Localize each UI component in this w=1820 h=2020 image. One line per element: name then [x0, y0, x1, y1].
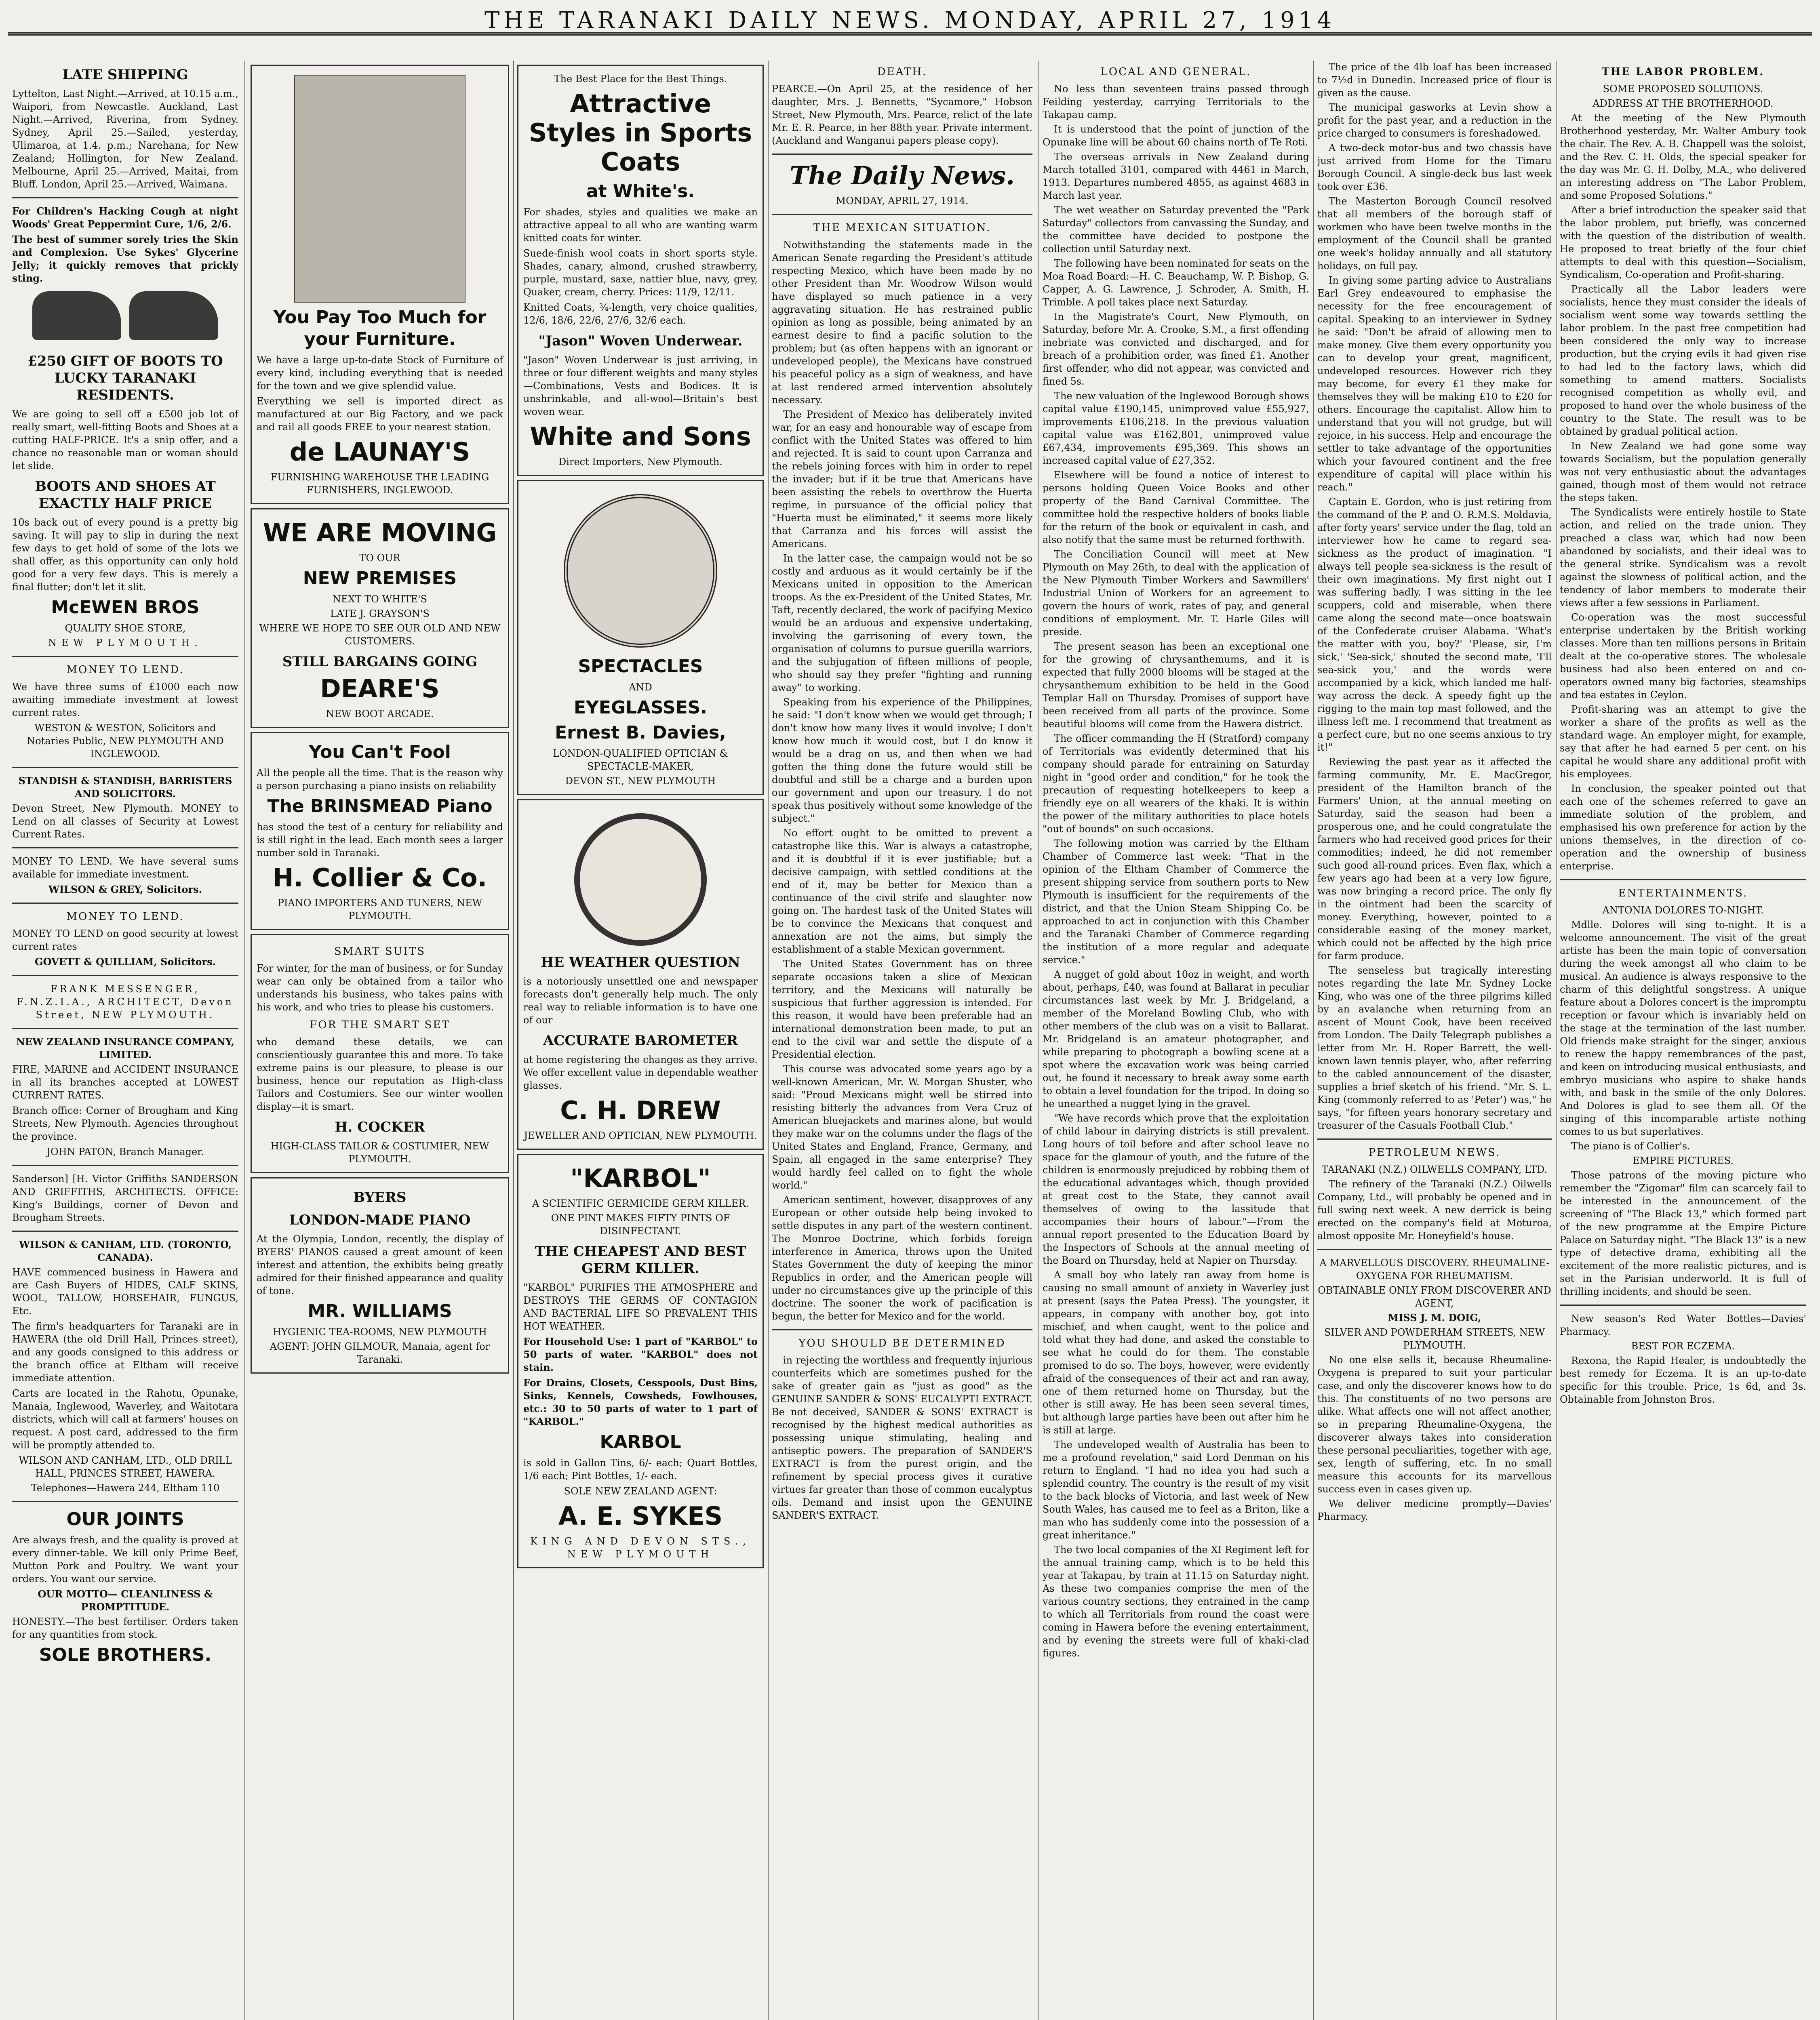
separator — [12, 903, 238, 904]
whites-heading: at White's. — [586, 181, 695, 202]
skin-ad: The best of summer sorely tries the Skin and Complexion. Use Sykes' Glycerine Jelly; it quickly removes that prickly sting. — [12, 234, 238, 284]
nz-insurance-text: FIRE, MARINE and ACCIDENT INSURANCE in all its branches accepted at LOWEST CURRENT RATES. — [12, 1064, 238, 1101]
local-para: The present season has been an exceptional one for the growing of chrysanthemums, and it is expected that fully 2000 blooms will be staged at the chrysanthemum exhibition to be held in the Good Templar Hall on Thursday. Promises of support have been received from all parts of the province. Some beautiful blooms will come from the Hawera district. — [1043, 641, 1309, 730]
karbol-pint: ONE PINT MAKES FIFTY PINTS OF DISINFECTANT. — [551, 1212, 730, 1237]
eyeglasses-heading: EYEGLASSES. — [573, 697, 708, 718]
labor-subtitle: SOME PROPOSED SOLUTIONS. — [1603, 83, 1763, 95]
eczema-text: Rexona, the Rapid Healer, is undoubtedly the best remedy for Eczema. It is an up-to-date specific for this trouble. Price, 1s 6d, and 3s. Obtainable from Johnston Bros. — [1560, 1355, 1806, 1405]
separator — [12, 656, 238, 657]
crest-emblem-icon — [564, 494, 717, 648]
separator — [12, 847, 238, 848]
mexican-heading: THE MEXICAN SITUATION. — [813, 222, 991, 234]
separator — [1317, 1249, 1552, 1250]
separator — [1560, 879, 1806, 880]
barometer-heading: ACCURATE BAROMETER — [543, 1033, 738, 1049]
sykes-address: KING AND DEVON STS., NEW PLYMOUTH — [530, 1536, 751, 1560]
separator — [772, 154, 1032, 155]
delaunay-name: de LAUNAY'S — [289, 437, 470, 467]
davies-address: DEVON ST., NEW PLYMOUTH — [565, 775, 716, 787]
suits-heading: SMART SUITS — [334, 945, 426, 957]
brinsmead-heading: The BRINSMEAD Piano — [267, 796, 493, 816]
boot-image — [32, 291, 121, 340]
jason-text: "Jason" Woven Underwear is just arriving, in three or four different weights and many styles—Combinations, Vests and Bodices. It is unshrinkable, and all-wool—Britain's best woven wear. — [523, 354, 758, 417]
mexican-para-6: The United States Government has on three separate occasions taken a slice of Mexican territory, and the Mexicans will naturally be suspicious that further aggression is intended. For this reason, it would have been preferable had an international demonstration been made, to put an end to the civil war and settle the dispute of a Presidential election. — [772, 958, 1032, 1060]
column-rule — [244, 61, 245, 2020]
furniture-ad — [251, 65, 509, 504]
petroleum-subtitle: TARANAKI (N.Z.) OILWELLS COMPANY, LTD. — [1321, 1164, 1548, 1175]
separator — [12, 767, 238, 768]
davies-name: Ernest B. Davies, — [555, 722, 726, 743]
water-bottles-ad: New season's Red Water Bottles—Davies' Pharmacy. — [1560, 1313, 1806, 1337]
premises-heading: NEW PREMISES — [303, 568, 457, 589]
household-text: For Household Use: 1 part of "KARBOL" to 50 parts of water. "KARBOL" does not stain. — [523, 1336, 758, 1373]
local-para: No less than seventeen trains passed through Feilding yesterday, carrying Territorials to the Takapau camp. — [1043, 83, 1309, 120]
mexican-para-4: Speaking from his experience of the Philippines, he said: "I don't know when we would get through; I don't know how many lives it would involve; I don't know how much it would cost, but I do know it would be a drag on us, and then when we had gotten the thing done the future would still be doubtful and still be a charge and a burden upon our government and upon our treasury. I do not speak thus positively without some knowledge of the subject." — [772, 696, 1032, 824]
mexican-para-8: American sentiment, however, disapproves of any European or other outside help being invoked to settle disputes in any part of the western continent. The Monroe Doctrine, which forbids foreign interference in America, throws upon the United States Government the duty of keeping the minor Republics in order, and the American people will under no circumstances give up the principle of this doctrine. The sooner the work of pacification is begun, the better for Mexico and for the world. — [772, 1194, 1032, 1322]
collier-name: H. Collier & Co. — [272, 863, 487, 892]
mexican-para-5: No effort ought to be omitted to prevent a catastrophe like this. War is always a catastrophe, and it is doubtful if it is ever justifiable; but a decisive campaign, with settled conditions at the end of it, may be better for Mexico than a continuance of the civil strife and slaughter now going on. The hardest task of the United States will be to convince the Mexicans that conquest and annexation are not the aims, but simply the establishment of a stable Mexican government. — [772, 827, 1032, 955]
williams-name: MR. WILLIAMS — [308, 1301, 452, 1321]
mcewen-town: NEW PLYMOUTH. — [48, 637, 203, 648]
local-para: A small boy who lately ran away from home is causing no small amount of anxiety in Waverley just at present (says the Patea Press). The youngster, it appears, in company with another boy, got into mischief, and when caught, went to the police and told what they had done, and asked the constable to see what he could do for them. The constable promised to do so. The boys, however, were evidently afraid of the consequences of their act and ran away, one of them returned home on Thursday, but the other is still away. He has been seen several times, but although large parties have been out after him he is still at large. — [1043, 1269, 1309, 1436]
john-paton: JOHN PATON, Branch Manager. — [46, 1146, 204, 1157]
mcewen-name: McEWEN BROS — [51, 597, 200, 618]
barometer-text: at home registering the changes as they arrive. We offer excellent value in dependable weather glasses. — [523, 1054, 758, 1091]
labor-para: The Syndicalists were entirely hostile to State action, and relied on the trade union. They preached a class war, which had now been abandoned by socialists, and their ideal was to the general strike. Syndicalism was a revolt against the slowness of political action, and the tendency of labor members to moderate their views after a few sessions in Parliament. — [1560, 507, 1806, 608]
mexican-para-3: In the latter case, the campaign would not be so costly and arduous as it would certainly be if the Mexicans united in opposition to the American troops. As the ex-President of the United States, Mr. Taft, recently declared, the work of pacifying Mexico would be an arduous and expensive undertaking, involving the garrisoning of every town, the organisation of columns to pursue guerilla warriors, and the subjugation of fifteen millions of people, who should say they prefer "fighting and running away" to working. — [772, 553, 1032, 693]
local-para: A nugget of gold about 10oz in weight, and worth about, perhaps, £40, was found at Ballarat in peculiar circumstances last week by Mr. J. Bridgeland, a member of the Moreland Bowling Club, who with other members of the club was on a visit to Ballarat. Mr. Bridgeland is an amateur photographer, and while preparing to photograph a bowling scene at a spot where the excavation work was being carried out, he found it necessary to break away some earth to obtain a level foundation for the tripod. In doing so he unearthed a nugget lying in the gravel. — [1043, 969, 1309, 1109]
coats-text: For shades, styles and qualities we make an attractive appeal to all who are wanting warm knitted coats for winter. — [523, 206, 758, 244]
separator — [12, 975, 238, 976]
joints-heading: OUR JOINTS — [66, 1509, 184, 1530]
moving-to: TO OUR — [359, 552, 400, 564]
column-5 — [1043, 61, 1309, 2020]
davies-subtitle: LONDON-QUALIFIED OPTICIAN & SPECTACLE-MAKER, — [553, 748, 728, 772]
frank-messenger: FRANK MESSENGER, F.N.Z.I.A., ARCHITECT, Devon Street, NEW PLYMOUTH. — [17, 983, 234, 1021]
byers-heading: BYERS — [353, 1189, 407, 1206]
smart-set-heading: FOR THE SMART SET — [310, 1019, 450, 1031]
drains-text: For Drains, Closets, Cesspools, Dust Bins, Sinks, Kennels, Cowsheds, Fowlhouses, etc.: 30 to 50 parts of water to 1 part of "KARBOL." — [523, 1377, 758, 1427]
labor-para: Co-operation was the most successful enterprise undertaken by the British working classes. More than ten millions persons in Britain dealt at the co-operative stores. The wholesale business had also been entered on and co-operators owned many big factories, steamships and tea estates in Ceylon. — [1560, 612, 1806, 701]
petroleum-heading: PETROLEUM NEWS. — [1368, 1147, 1501, 1159]
standish-text: Devon Street, New Plymouth. MONEY to Lend on all classes of Security at Lowest Current Rates. — [12, 803, 238, 840]
motto: OUR MOTTO— CLEANLINESS & PROMPTITUDE. — [38, 1588, 213, 1613]
brinsmead-text: has stood the test of a century for reliability and is still right in the lead. Each month sees a larger number sold in Taranaki. — [257, 821, 503, 858]
barometer-icon — [574, 813, 707, 946]
boot-image — [129, 291, 218, 340]
deare-subtitle: NEW BOOT ARCADE. — [326, 708, 434, 720]
wilson-grey: WILSON & GREY, Solicitors. — [48, 884, 202, 895]
death-heading: DEATH. — [877, 66, 927, 78]
delaunay-subtitle: FURNISHING WAREHOUSE THE LEADING FURNISHERS, INGLEWOOD. — [270, 471, 489, 496]
whites-ad — [517, 65, 764, 476]
piano-text: At the Olympia, London, recently, the display of BYERS' PIANOS caused a great amount of keen interest and attention, the exhibits being greatly admired for their finished appearance and quality of tone. — [257, 1233, 503, 1296]
masthead-text: THE TARANAKI DAILY NEWS. MONDAY, APRIL 27, 1914 — [484, 7, 1336, 34]
furniture-heading: You Pay Too Much for your Furniture. — [273, 307, 487, 349]
money-heading: MONEY TO LEND. — [66, 664, 184, 676]
weather-heading: HE WEATHER QUESTION — [541, 954, 740, 970]
local-para: The overseas arrivals in New Zealand during March totalled 3101, compared with 4461 in March, 1913. Departures numbered 4855, as against 4683 in March last year. — [1043, 151, 1309, 201]
masthead — [8, 8, 1812, 36]
labor-para: At the meeting of the New Plymouth Brotherhood yesterday, Mr. Walter Ambury took the chair. The Rev. A. B. Chappell was the soloist, and the Rev. C. H. Olds, the special speaker for the day was Mr. G. H. Dolby, M.A., who delivered an interesting address on "The Labor Problem, and some Proposed Solutions." — [1560, 112, 1806, 201]
furniture-text: We have a large up-to-date Stock of Furniture of every kind, including everything that is needed for the town and we give splendid value. — [257, 354, 503, 391]
separator — [12, 1028, 238, 1029]
premises-text: NEXT TO WHITE'S — [332, 593, 428, 605]
column-rule — [768, 61, 769, 2020]
empire-heading: EMPIRE PICTURES. — [1633, 1155, 1734, 1166]
karbol-ad — [517, 1154, 764, 1568]
column-3 — [517, 61, 764, 2020]
suits-ad — [251, 934, 509, 1173]
separator — [12, 197, 238, 198]
column-rule — [1313, 61, 1314, 2020]
separator — [1560, 1305, 1806, 1306]
labor-para: In New Zealand we had gone some way towards Socialism, but the population generally was not very enthusiastic about the advantages gained, though most of them would not retrace the steps taken. — [1560, 440, 1806, 503]
honesty-text: HONESTY.—The best fertiliser. Orders taken for any quantities from stock. — [12, 1616, 238, 1640]
antonia-text: Mdlle. Dolores will sing to-night. It is a welcome announcement. The visit of the great artiste has been the main topic of conversation during the week amongst all who claim to be musical. An audience is always responsive to the charm of this delightful songstress. A unique feature about a Dolores concert is the impromptu reception or favour which is invariably held on the stage at the termination of the last number. Old friends make straight for the singer, anxious to renew the happy remembrances of the past, and keen on introducing musical enthusiasts, and embryo musicians who aspire to shake hands with, and bask in the smile of the only Dolores. And Dolores is glad to see them all. Of the singing of this incomparable artiste nothing comes to us but superlatives. — [1560, 919, 1806, 1137]
local-para: The two local companies of the XI Regiment left for the annual training camp, which is to be held this year at Takapau, by train at 11.15 on Saturday night. As these two companies comprise the men of the various country sections, they entrained in the camp to which all Territorials from round the coast were coming in Hawera before the evening entertainment, and by evening the streets were full of khaki-clad figures. — [1043, 1544, 1309, 1659]
sold-text: is sold in Gallon Tins, 6/- each; Quart Bottles, 1/6 each; Pint Bottles, 1/- each. — [523, 1457, 758, 1481]
half-price-text: 10s back out of every pound is a pretty big saving. It will pay to slip in during the next few days to get hold of some of the lots we shall offer, as this opportunity can only hold good for a very few days. This is merely a final flutter; don't let it slit. — [12, 517, 238, 593]
furniture-text-2: Everything we sell is imported direct as manufactured at our Big Factory, and we pack and rail all goods FREE to your nearest station. — [257, 396, 503, 433]
antonia-text-2: The piano is of Collier's. — [1571, 1140, 1690, 1152]
spectacles-heading: SPECTACLES — [578, 656, 703, 677]
gift-heading: £250 GIFT OF BOOTS TO LUCKY TARANAKI RESIDENTS. — [27, 353, 223, 403]
shipping-heading: LATE SHIPPING — [62, 67, 188, 83]
sole-brothers: SOLE BROTHERS. — [39, 1645, 212, 1665]
entertainments-heading: ENTERTAINMENTS. — [1618, 887, 1748, 899]
column-7 — [1560, 61, 1806, 2020]
labor-para: In conclusion, the speaker pointed out that each one of the schemes referred to gave an immediate solution of the problem, and emphasised his own preference for action by the unions themselves, in the direction of co-operation and the ownership of business enterprise. — [1560, 783, 1806, 872]
local-para: In the Magistrate's Court, New Plymouth, on Saturday, before Mr. A. Crooke, S.M., a first offending inebriate was convicted and discharged, and for breach of a prohibition order, was fined £1. Another first offender, who did not appear, was convicted and fined 5s. — [1043, 311, 1309, 387]
karbol-subtitle: A SCIENTIFIC GERMICIDE GERM KILLER. — [532, 1198, 749, 1209]
knitted-text: Knitted Coats, ¾-length, very choice qualities, 12/6, 18/6, 22/6, 27/6, 32/6 each. — [523, 302, 758, 326]
date-line: MONDAY, APRIL 27, 1914. — [836, 195, 969, 206]
nz-insurance-heading: NEW ZEALAND INSURANCE COMPANY, LIMITED. — [16, 1036, 235, 1060]
fool-heading: You Can't Fool — [309, 742, 451, 762]
local-para: "We have records which prove that the exploitation of child labour in dairying districts is still prevalent. Long hours of toil before and after school leave no space for the glamour of youth, and the future of the children is enormously prejudiced by robbing them of the educational advantages which, though provided at great cost to the State, they cannot avail themselves of owing to the lassitude that accompanies their hours of labour."—From the annual report presented to the Education Board by the Inspectors of Schools at the annual meeting of the Board on Thursday, held at Napier on Thursday. — [1043, 1113, 1309, 1266]
piano-heading: LONDON-MADE PIANO — [289, 1212, 471, 1228]
karbol-text: "KARBOL" PURIFIES THE ATMOSPHERE and DESTROYS THE GERMS OF CONTAGION AND BACTERIAL LIFE SO PREVALENT THIS HOT WEATHER. — [523, 1282, 758, 1332]
branch-text: Branch office: Corner of Brougham and King Streets, New Plymouth. Agencies throughout the province. — [12, 1105, 238, 1142]
news-para: Reviewing the past year as it affected the farming community, Mr. E. MacGregor, president of the Hamilton branch of the Farmers' Union, at the annual meeting on Saturday, said the season had been a prosperous one, and he could congratulate the farmers who had received good prices for their commodities; indeed, he did not remember such good all-round prices. Even flax, which a few years ago had been at a very low figure, was now bringing a record price. The only fly in the ointment had been the scarcity of money. Everything, however, pointed to a considerable easing of the money market, which could not be affected by the high price for farm produce. — [1317, 756, 1552, 962]
collier-subtitle: PIANO IMPORTERS AND TUNERS, NEW PLYMOUTH. — [277, 897, 482, 922]
gilmour-agent: AGENT: JOHN GILMOUR, Manaia, agent for Taranaki. — [270, 1341, 490, 1365]
column-6 — [1317, 61, 1552, 2020]
column-rule — [1556, 61, 1557, 2020]
column-1 — [12, 61, 238, 2020]
sanders-heading: YOU SHOULD BE DETERMINED — [798, 1337, 1006, 1349]
money3-heading: MONEY TO LEND. — [66, 911, 184, 923]
and-text: AND — [629, 682, 652, 693]
local-general-heading: LOCAL AND GENERAL. — [1100, 66, 1251, 78]
money-text: We have three sums of £1000 each now awaiting immediate investment at lowest current rates. — [12, 681, 238, 718]
mexican-para-7: This course was advocated some years ago by a well-known American, Mr. W. Morgan Shuster, who said: "Proud Mexicans might well be stirred into resisting bitterly the advances from Vera Cruz of American bluejackets and marines alone, but would they make war on the columns under the flags of the United States and England, France, Germany, and Spain, all engaged in the same enterprise? They would hardly feel called on to fight the whole world." — [772, 1063, 1032, 1191]
cocker-name: H. COCKER — [335, 1119, 425, 1135]
labor-para: Practically all the Labor leaders were socialists, hence they must consider the ideals of socialism went some way towards settling the labor problem. In the past free competition had been considered the only way to increase production, but the crying evils it had given rise to had led to the factory laws, which did something to amend matters. Socialists recognised competition as wholly evil, and proposed to hand over the whole business of the country to the State. The result was to be obtained by gradual political action. — [1560, 284, 1806, 437]
where-text: WHERE WE HOPE TO SEE OUR OLD AND NEW CUSTOMERS. — [259, 623, 501, 647]
sykes-name: A. E. SYKES — [558, 1501, 723, 1531]
column-4 — [772, 61, 1032, 2020]
wilson-canham-text: HAVE commenced business in Hawera and are Cash Buyers of HIDES, CALF SKINS, WOOL, TALLOW, HORSEHAIR, FUNGUS, Etc. — [12, 1267, 238, 1317]
sanders-text: in rejecting the worthless and frequently injurious counterfeits which are sometimes pushed for the sake of greater gain as "just as good" as the GENUINE SANDER & SONS' EUCALYPTI EXTRACT. Be not deceived, SANDER & SONS' EXTRACT is recognised by the highest medical authorities as possessing unique stimulating, healing and antiseptic powers. The preparation of SANDER'S EXTRACT is from the purest origin, and the refinement by special process gives it curative virtues far greater than those of common eucalyptus oils. Demand and insist upon the GENUINE SANDER'S EXTRACT. — [772, 1355, 1032, 1521]
suits-text: For winter, for the man of business, or for Sunday wear can only be obtained from a tailor who understands his business, who takes pains with his work, and who tries to please his customers. — [257, 963, 503, 1013]
boots-illustration — [12, 287, 238, 347]
cocker-subtitle: HIGH-CLASS TAILOR & COSTUMIER, NEW PLYMOUTH. — [270, 1140, 489, 1165]
doig-address: SILVER AND POWDERHAM STREETS, NEW PLYMOUTH. — [1324, 1327, 1545, 1351]
shipping-text: Lyttelton, Last Night.—Arrived, at 10.15 a.m., Waipori, from Newcastle. Auckland, Last Night.—Arrived, Riverina, from Sydney. Sydney, April 25.—Sailed, yesterday, Ulimaroa, at 1.4. p.m.; Narehana, for New Zealand; Hollington, for New Zealand. Melbourne, April 25.—Arrived, Maitai, from Bluff. London, April 25.—Arrived, Waimana. — [12, 88, 238, 190]
column-rule — [513, 61, 514, 2020]
local-para: Elsewhere will be found a notice of interest to persons holding Queen Voice Books and other property of the Band Carnival Committee. The committee hold the respective holders of books liable for the return of the book or equivalent in cash, and also notify that the same must be returned forthwith. — [1043, 469, 1309, 545]
attractive-heading: Attractive Styles in Sports Coats — [529, 89, 752, 177]
cough-ad: For Children's Hacking Cough at night Woods' Great Peppermint Cure, 1/6, 2/6. — [12, 205, 238, 230]
local-para: It is understood that the point of junction of the Opunake line will be about 60 chains north of Te Roti. — [1043, 124, 1309, 148]
wilson-canham-heading: WILSON & CANHAM, LTD. (TORONTO, CANADA). — [19, 1239, 232, 1263]
drew-subtitle: JEWELLER AND OPTICIAN, NEW PLYMOUTH. — [524, 1130, 757, 1141]
local-para: The officer commanding the H (Stratford) company of Territorials was evidently determined that his company should parade for entraining on Saturday night in "good order and condition," for he took the precaution of requesting hotelkeepers to keep a friendly eye on all wearers of the khaki. It is within the power of the military authorities to place hotels "out of bounds" on such occasions. — [1043, 733, 1309, 835]
wilson-canham-address: WILSON AND CANHAM, LTD., OLD DRILL HALL, PRINCES STREET, HAWERA. — [19, 1455, 232, 1479]
williams-subtitle: HYGIENIC TEA-ROOMS, NEW PLYMOUTH — [273, 1326, 487, 1338]
wilson-canham-telephone: Telephones—Hawera 244, Eltham 110 — [31, 1482, 220, 1494]
local-para: The undeveloped wealth of Australia has been to me a profound revelation," said Lord Denman on his return to England. "I had no idea you had such a splendid country. The country is the result of my visit to the back blocks of Victoria, and last week of New South Wales, has caused me to feel as a Briton, like a man who has suddenly come into the possession of a great inheritance." — [1043, 1439, 1309, 1541]
news-para: Captain E. Gordon, who is just retiring from the command of the P. and O. R.M.S. Moldavia, after forty years' service under the flag, told an interviewer how he came to regard sea-sickness as the product of imagination. "I always tell people sea-sickness is the result of their own imaginations. My first night out I was suffering badly. I was sitting in the lee scuppers, cold and miserable, when there came along the second mate—once boatswain of the Confederate cruiser Alabama. 'What's the matter with you, boy?' 'Please, sir, I'm sick,' 'Sea-sick,' shouted the second mate, 'I'll sea-sick you,' and the words were accompanied by a kick, which landed me half-way across the deck. A speedy fight up the rigging to the main top mast followed, and the illness left me. I recommend that treatment as a perfect cure, but no one seems anxious to try it!" — [1317, 496, 1552, 753]
wilson-canham-text-2: The firm's headquarters for Taranaki are in HAWERA (the old Drill Hall, Princes street), and any goods consigned to this address or the branch office at Eltham will receive immediate attention. — [12, 1321, 238, 1384]
mcewen-subtitle: QUALITY SHOE STORE, — [65, 623, 186, 634]
doig-name: MISS J. M. DOIG, — [1388, 1312, 1481, 1324]
marvel-subtitle: OBTAINABLE ONLY FROM DISCOVERER AND AGENT, — [1318, 1285, 1551, 1309]
man-portrait-illustration — [294, 75, 466, 303]
govett-quilliam: GOVETT & QUILLIAM, Solicitors. — [35, 956, 216, 968]
fool-text: All the people all the time. That is the reason why a person purchasing a piano insists on reliability — [257, 767, 503, 791]
local-para: The Conciliation Council will meet at New Plymouth on May 26th, to deal with the application of the New Plymouth Timber Workers and Sawmillers' Industrial Union of Workers for an agreement to govern the hours of work, rates of pay, and general conditions of employment. Mr. T. Harle Giles will preside. — [1043, 549, 1309, 638]
empire-text: Those patrons of the moving picture who remember the "Zigomar" film can scarcely fail to be interested in the announcement of the screening of "The Black 13," which formed part of the new programme at the Empire Picture Palace on Saturday night. "The Black 13" is a new type of detective drama, exhibiting all the excitement of the more realistic pictures, and is set in the Parisian underworld. It is full of thrilling incidents, and should be seen. — [1560, 1170, 1806, 1297]
local-para: The following motion was carried by the Eltham Chamber of Commerce last week: "That in the opinion of the Eltham Chamber of Commerce the present shipping service from southern ports to New Plymouth is insufficient for the requirements of the district, and that the Union Steam Shipping Co. be approached to act in conjunction with this Chamber and the Taranaki Chamber of Commerce regarding the institution of a more regular and adequate service." — [1043, 838, 1309, 966]
jason-heading: "Jason" Woven Underwear. — [538, 333, 743, 349]
sanderson-griffiths: Sanderson] [H. Victor Griffiths SANDERSON AND GRIFFITHS, ARCHITECTS. OFFICE: King's Buildings, corner of Devon and Brougham Streets. — [12, 1173, 238, 1223]
grayson-text: LATE J. GRAYSON'S — [330, 608, 430, 619]
bargains-heading: STILL BARGAINS GOING — [282, 654, 478, 670]
daily-news-title: The Daily News. — [790, 161, 1015, 190]
karbol-heading: "KARBOL" — [570, 1164, 711, 1193]
white-sons-name: White and Sons — [530, 422, 751, 451]
weather-text: is a notoriously unsettled one and newspaper forecasts don't generally help much. The only real way to reliable information is to have one of our — [523, 976, 758, 1026]
local-para: The new valuation of the Inglewood Borough shows capital value £190,145, unimproved value £55,927, improvements £106,218. In the previous valuation capital value was £162,801, unimproved value £67,434, improvements £95,369. This shows an increased capital value of £27,352. — [1043, 390, 1309, 466]
column-2 — [251, 61, 509, 2020]
gift-text: We are going to sell off a £500 job lot of really smart, well-fitting Boots and Shoes at a cutting HALF-PRICE. It's a snip offer, and a chance no reasonable man or woman should let slide. — [12, 408, 238, 471]
drew-ad — [517, 799, 764, 1150]
drew-name: C. H. DREW — [560, 1096, 721, 1125]
joints-text: Are always fresh, and the quality is proved at every dinner-table. We kill only Prime Beef, Mutton Pork and Poultry. We want your orders. You want our service. — [12, 1534, 238, 1584]
standish-heading: STANDISH & STANDISH, BARRISTERS AND SOLICITORS. — [18, 775, 232, 800]
news-para: In giving some parting advice to Australians Earl Grey endeavoured to emphasise the necessity for the free encouragement of capital. Speaking to an interviewer in Sydney he said: "Don't be afraid of allowing men to make money. Give them every opportunity you can to develop your great, magnificent, undeveloped resources. However rich they may become, for every £1 they make for themselves they will be making £10 to £20 for others. Encourage the capitalist. Allow him to understand that you will not grudge, but will rejoice, in his success. Help and encourage the settler to take advantage of the opportunities which your favoured continent and the free expenditure of capital will place within his reach." — [1317, 275, 1552, 493]
half-price-heading: BOOTS AND SHOES AT EXACTLY HALF PRICE — [35, 478, 216, 511]
brinsmead-ad — [251, 732, 509, 930]
mexican-para-2: The President of Mexico has deliberately invited war, for an easy and honourable way of escape from conflict with the United States was offered to him and rejected. It is said to count upon Carranza and the rebels joining forces with him in order to repel the invader; but if it be true that Americans have been assisting the rebels to overthrow the Huerta regime, in pursuance of the official policy that "Huerta must be eliminated," it seems more likely that Carranza and his forces will assist the Americans. — [772, 409, 1032, 549]
news-para: The Masterton Borough Council resolved that all members of the borough staff of workmen who have been twelve months in the employment of the Council shall be granted one week's holiday annually and all statutory holidays, on full pay. — [1317, 196, 1552, 271]
deare-name: DEARE'S — [320, 674, 440, 703]
karbol-cheapest: THE CHEAPEST AND BEST GERM KILLER. — [535, 1244, 746, 1277]
suede-text: Suede-finish wool coats in short sports style. Shades, canary, almond, crushed strawberry, purple, mustard, saxe, nattier blue, navy, grey, Quaker, cream, cherry. Prices: 11/9, 12/11. — [523, 248, 758, 298]
marvel-heading: A MARVELLOUS DISCOVERY. RHEUMALINE-OXYGENA FOR RHEUMATISM. — [1319, 1257, 1550, 1281]
separator — [1317, 1138, 1552, 1140]
best-place: The Best Place for the Best Things. — [554, 73, 727, 84]
deliver-text: We deliver medicine promptly—Davies' Pharmacy. — [1317, 1498, 1552, 1522]
separator — [12, 1231, 238, 1232]
antonia-heading: ANTONIA DOLORES TO-NIGHT. — [1602, 905, 1764, 916]
separator — [772, 1329, 1032, 1330]
karbol-heading-2: KARBOL — [600, 1432, 681, 1452]
news-para: The municipal gasworks at Levin show a profit for the past year, and a reduction in the price charged to consumers is foreshadowed. — [1317, 102, 1552, 139]
wilson-canham-text-3: Carts are located in the Rahotu, Opunake, Manaia, Inglewood, Waverley, and Waitotara districts, which will call at farmers' houses on request. A post card, addressed to the firm will be promptly attended to. — [12, 1388, 238, 1451]
white-sons-subtitle: Direct Importers, New Plymouth. — [558, 456, 723, 467]
separator — [12, 1501, 238, 1502]
local-para: The following have been nominated for seats on the Moa Road Board:—H. C. Beauchamp, W. P. Bishop, G. Capper, A. G. Lawrence, J. Schroder, A. Smith, H. Trimble. A poll takes place next Saturday. — [1043, 258, 1309, 308]
mexican-para-1: Notwithstanding the statements made in the American Senate regarding the President's attitude respecting Mexico, which have been made by no other President than Mr. Woodrow Wilson would have displayed so much patience in a very aggravating situation. He has restrained public opinion as long as possible, being animated by an earnest desire to find a pacific solution to the problem; but (as often happens with an ignorant or undeveloped people), the Mexicans have construed his peaceful policy as a sign of weakness, and have at last rendered armed intervention absolutely necessary. — [772, 239, 1032, 406]
news-para: A two-deck motor-bus and two chassis have just arrived from Home for the Timaru Borough Council. A single-deck bus last week took over £36. — [1317, 142, 1552, 192]
moving-heading: WE ARE MOVING — [263, 518, 497, 547]
labor-para: After a brief introduction the speaker said that the labor problem, put briefly, was concerned with the question of the distribution of wealth. He proposed to treat briefly of the four chief attempts to deal with this question—Socialism, Syndicalism, Co-operation and Profit-sharing. — [1560, 204, 1806, 280]
news-para: The price of the 4lb loaf has been increased to 7½d in Dunedin. Increased price of flour is given as the cause. — [1317, 61, 1552, 99]
separator — [12, 1165, 238, 1166]
petroleum-text: The refinery of the Taranaki (N.Z.) Oilwells Company, Ltd., will probably be opened and in full swing next week. A new derrick is being erected on the company's field at Moturoa, almost opposite Mr. Honeyfield's house. — [1317, 1178, 1552, 1241]
labor-heading: THE LABOR PROBLEM. — [1601, 66, 1765, 78]
separator — [772, 214, 1032, 215]
money2-text: MONEY TO LEND. We have several sums available for immediate investment. — [12, 856, 238, 880]
labor-para: Profit-sharing was an attempt to give the worker a share of the profits as well as the standard wage. An employer might, for example, say that after he had earned 5 per cent. on his capital he would share any additional profit with his employees. — [1560, 704, 1806, 780]
agent-text: SOLE NEW ZEALAND AGENT: — [564, 1486, 717, 1497]
address-subtitle: ADDRESS AT THE BROTHERHOOD. — [1592, 98, 1774, 109]
moving-ad — [251, 508, 509, 728]
davies-ad — [517, 480, 764, 795]
news-para: The senseless but tragically interesting notes regarding the late Mr. Sydney Locke King, who was one of the three pilgrims killed by an avalanche when returning from an ascent of Mount Cook, have been received from London. The Daily Telegraph publishes a letter from Mr. H. Roper Barrett, the well-known lawn tennis player, who, after referring to the cabled announcement of the disaster, supplies a brief sketch of his friend. "Mr. S. L. King (commonly referred to as 'Peter') was," he says, "for fifteen years honorary secretary and treasurer of the Casuals Football Club." — [1317, 965, 1552, 1131]
eczema-heading: BEST FOR ECZEMA. — [1631, 1340, 1735, 1352]
marvel-text: No one else sells it, because Rheumaline-Oxygena is prepared to suit your particular case, and only the discoverer knows how to do this. The constituents of no two persons are alike. What affects one will not affect another, so in preparing Rheumaline-Oxygena, the discoverer always takes into consideration these personal peculiarities, together with age, sex, length of suffering, etc. In no small measure this accounts for its marvellous success even in cases given up. — [1317, 1354, 1552, 1495]
local-para: The wet weather on Saturday prevented the "Park Saturday" collectors from canvassing the Sunday, and the committee have decided to postpone the collection until Saturday next. — [1043, 204, 1309, 255]
smart-set-text: who demand these details, we can conscientiously guarantee this and more. To take extreme pains is our pleasure, to please is our business, hence our reputation as High-class Tailors and Costumiers. See our winter woollen display—it is smart. — [257, 1036, 503, 1112]
death-notice: PEARCE.—On April 25, at the residence of her daughter, Mrs. J. Bennetts, "Sycamore," Hobson Street, New Plymouth, Mrs. Pearce, relict of the late Mr. E. R. Pearce, in her 88th year. Private interment. (Auckland and Wanganui papers please copy). — [772, 83, 1032, 146]
weston-solicitors: WESTON & WESTON, Solicitors and Notaries Public, NEW PLYMOUTH AND INGLEWOOD. — [27, 722, 224, 760]
money3-text: MONEY TO LEND on good security at lowest current rates — [12, 928, 238, 952]
byers-ad — [251, 1177, 509, 1374]
